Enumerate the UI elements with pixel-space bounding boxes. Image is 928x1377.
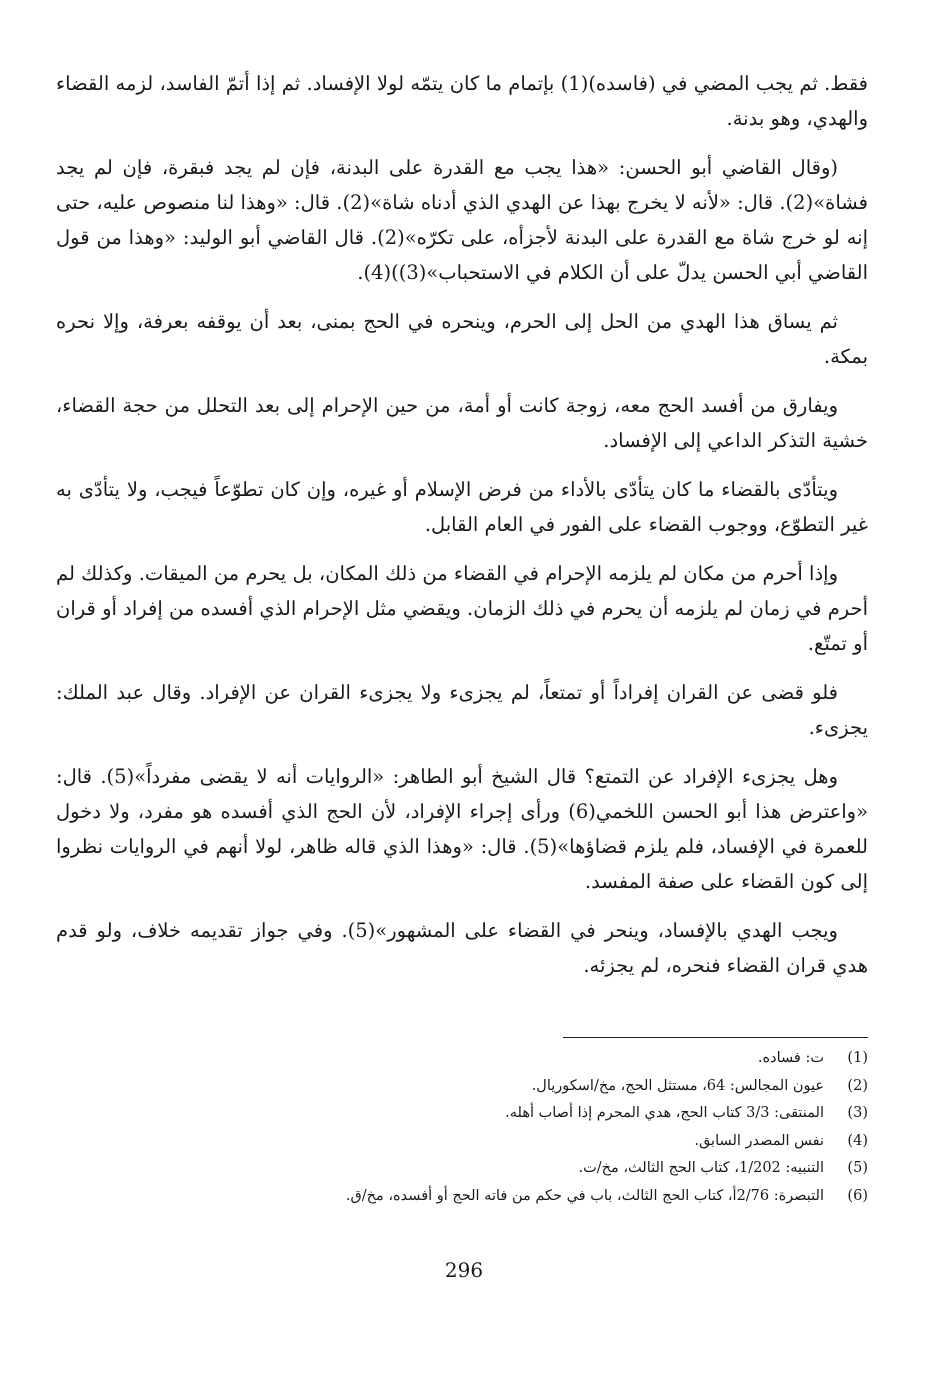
paragraph: (وقال القاضي أبو الحسن: «هذا يجب مع القدرة على البدنة، فإن لم يجد فبقرة، فإن لم يجد فشاة»(2). قال: «لأنه لا يخرج بهذا عن الهدي الذي أدناه شاة»(2). قال: «وهذا لنا منصوص عليه، حتى إنه لو خرج شاة مع القدرة على البدنة لأجزأه، على تكرّه»(2). قال القاضي أبو الوليد: «وهذا من قول القاضي أبي الحسن يدلّ على أن الكلام في الاستحباب»(3))(4).: [56, 156, 869, 284]
footnote-number: (2): [847, 1077, 868, 1094]
paragraph: وهل يجزىء الإفراد عن التمتع؟ قال الشيخ أبو الطاهر: «الروايات أنه لا يقضى مفرداً»(5). قال: «واعترض هذا أبو الحسن اللخمي(6) ورأى إجراء الإفراد، لأن الحج الذي أفسده هو مفرد، ولا دخول للعمرة في الإفساد، فلم يلزم قضاؤها»(5). قال: «وهذا الذي قاله ظاهر، لولا أنهم في الروايات نظروا إلى كون القضاء على صفة المفسد.: [56, 765, 868, 893]
footnote: [56, 1155, 868, 1183]
paragraph: ويفارق من أفسد الحج معه، زوجة كانت أو أمة، من حين الإحرام إلى بعد التحلل من حجة القضاء، خشية التذكر الداعي إلى الإفساد.: [56, 394, 868, 452]
footnote-divider: [563, 1037, 868, 1038]
footnote-text: المنتقى: 3/3 كتاب الحج، هدي المحرم إذا أصاب أهله.: [505, 1105, 824, 1121]
footnote-number: (6): [847, 1187, 868, 1204]
paragraph: ويجب الهدي بالإفساد، وينحر في القضاء على المشهور»(5). وفي جواز تقديمه خلاف، ولو قدم هدي قران القضاء فنحره، لم يجزئه.: [56, 919, 868, 977]
paragraph: ثم يساق هذا الهدي من الحل إلى الحرم، وينحره في الحج بمنى، بعد أن يوقفه بعرفة، وإلا نحره بمكة.: [56, 310, 868, 368]
footnote-number: (4): [847, 1132, 868, 1149]
paragraph: فقط. ثم يجب المضي في (فاسده)(1) بإتمام ما كان يتمّه لولا الإفساد. ثم إذا أتمّ الفاسد، لزمه القضاء والهدي، وهو بدنة.: [56, 72, 869, 130]
footnote-text: التبصرة: 2/76أ، كتاب الحج الثالث، باب في حكم من فاته الحج أو أفسده، مخ/ق.: [345, 1187, 824, 1204]
footnote: [56, 1045, 868, 1073]
paragraph: ويتأدّى بالقضاء ما كان يتأدّى بالأداء من فرض الإسلام أو غيره، وإن كان تطوّعاً فيجب، ولا يتأدّى به غير التطوّع، ووجوب القضاء على الفور في العام القابل.: [56, 478, 868, 536]
footnote-text: نفس المصدر السابق.: [694, 1132, 824, 1149]
footnote: [56, 1073, 868, 1101]
footnote: [56, 1183, 868, 1211]
main-text: [56, 66, 868, 997]
paragraph: وإذا أحرم من مكان لم يلزمه الإحرام في القضاء من ذلك المكان، بل يحرم من الميقات. وكذلك لم أحرم في زمان لم يلزمه أن يحرم في ذلك الزمان. ويقضي مثل الإحرام الذي أفسده من إفراد أو قران أو تمتّع.: [56, 562, 868, 655]
footnote-number: (5): [847, 1160, 868, 1176]
footnote-number: (3): [847, 1105, 868, 1121]
footnote: [56, 1128, 868, 1156]
footnote: [56, 1100, 868, 1128]
footnote-number: (1): [847, 1050, 868, 1066]
page-number: 296: [444, 1258, 484, 1282]
footnote-text: التنبيه: 1/202، كتاب الحج الثالث، مخ/ت.: [578, 1160, 824, 1176]
footnote-text: عيون المجالس: 64، مستثل الحج، مخ/اسكوريال.: [531, 1077, 824, 1094]
paragraph: فلو قضى عن القران إفراداً أو تمتعاً، لم يجزىء ولا يجزىء القران عن الإفراد. وقال عبد الملك: يجزىء.: [56, 681, 868, 739]
footnotes: [56, 1045, 868, 1210]
footnote-text: ت: فساده.: [757, 1050, 824, 1066]
